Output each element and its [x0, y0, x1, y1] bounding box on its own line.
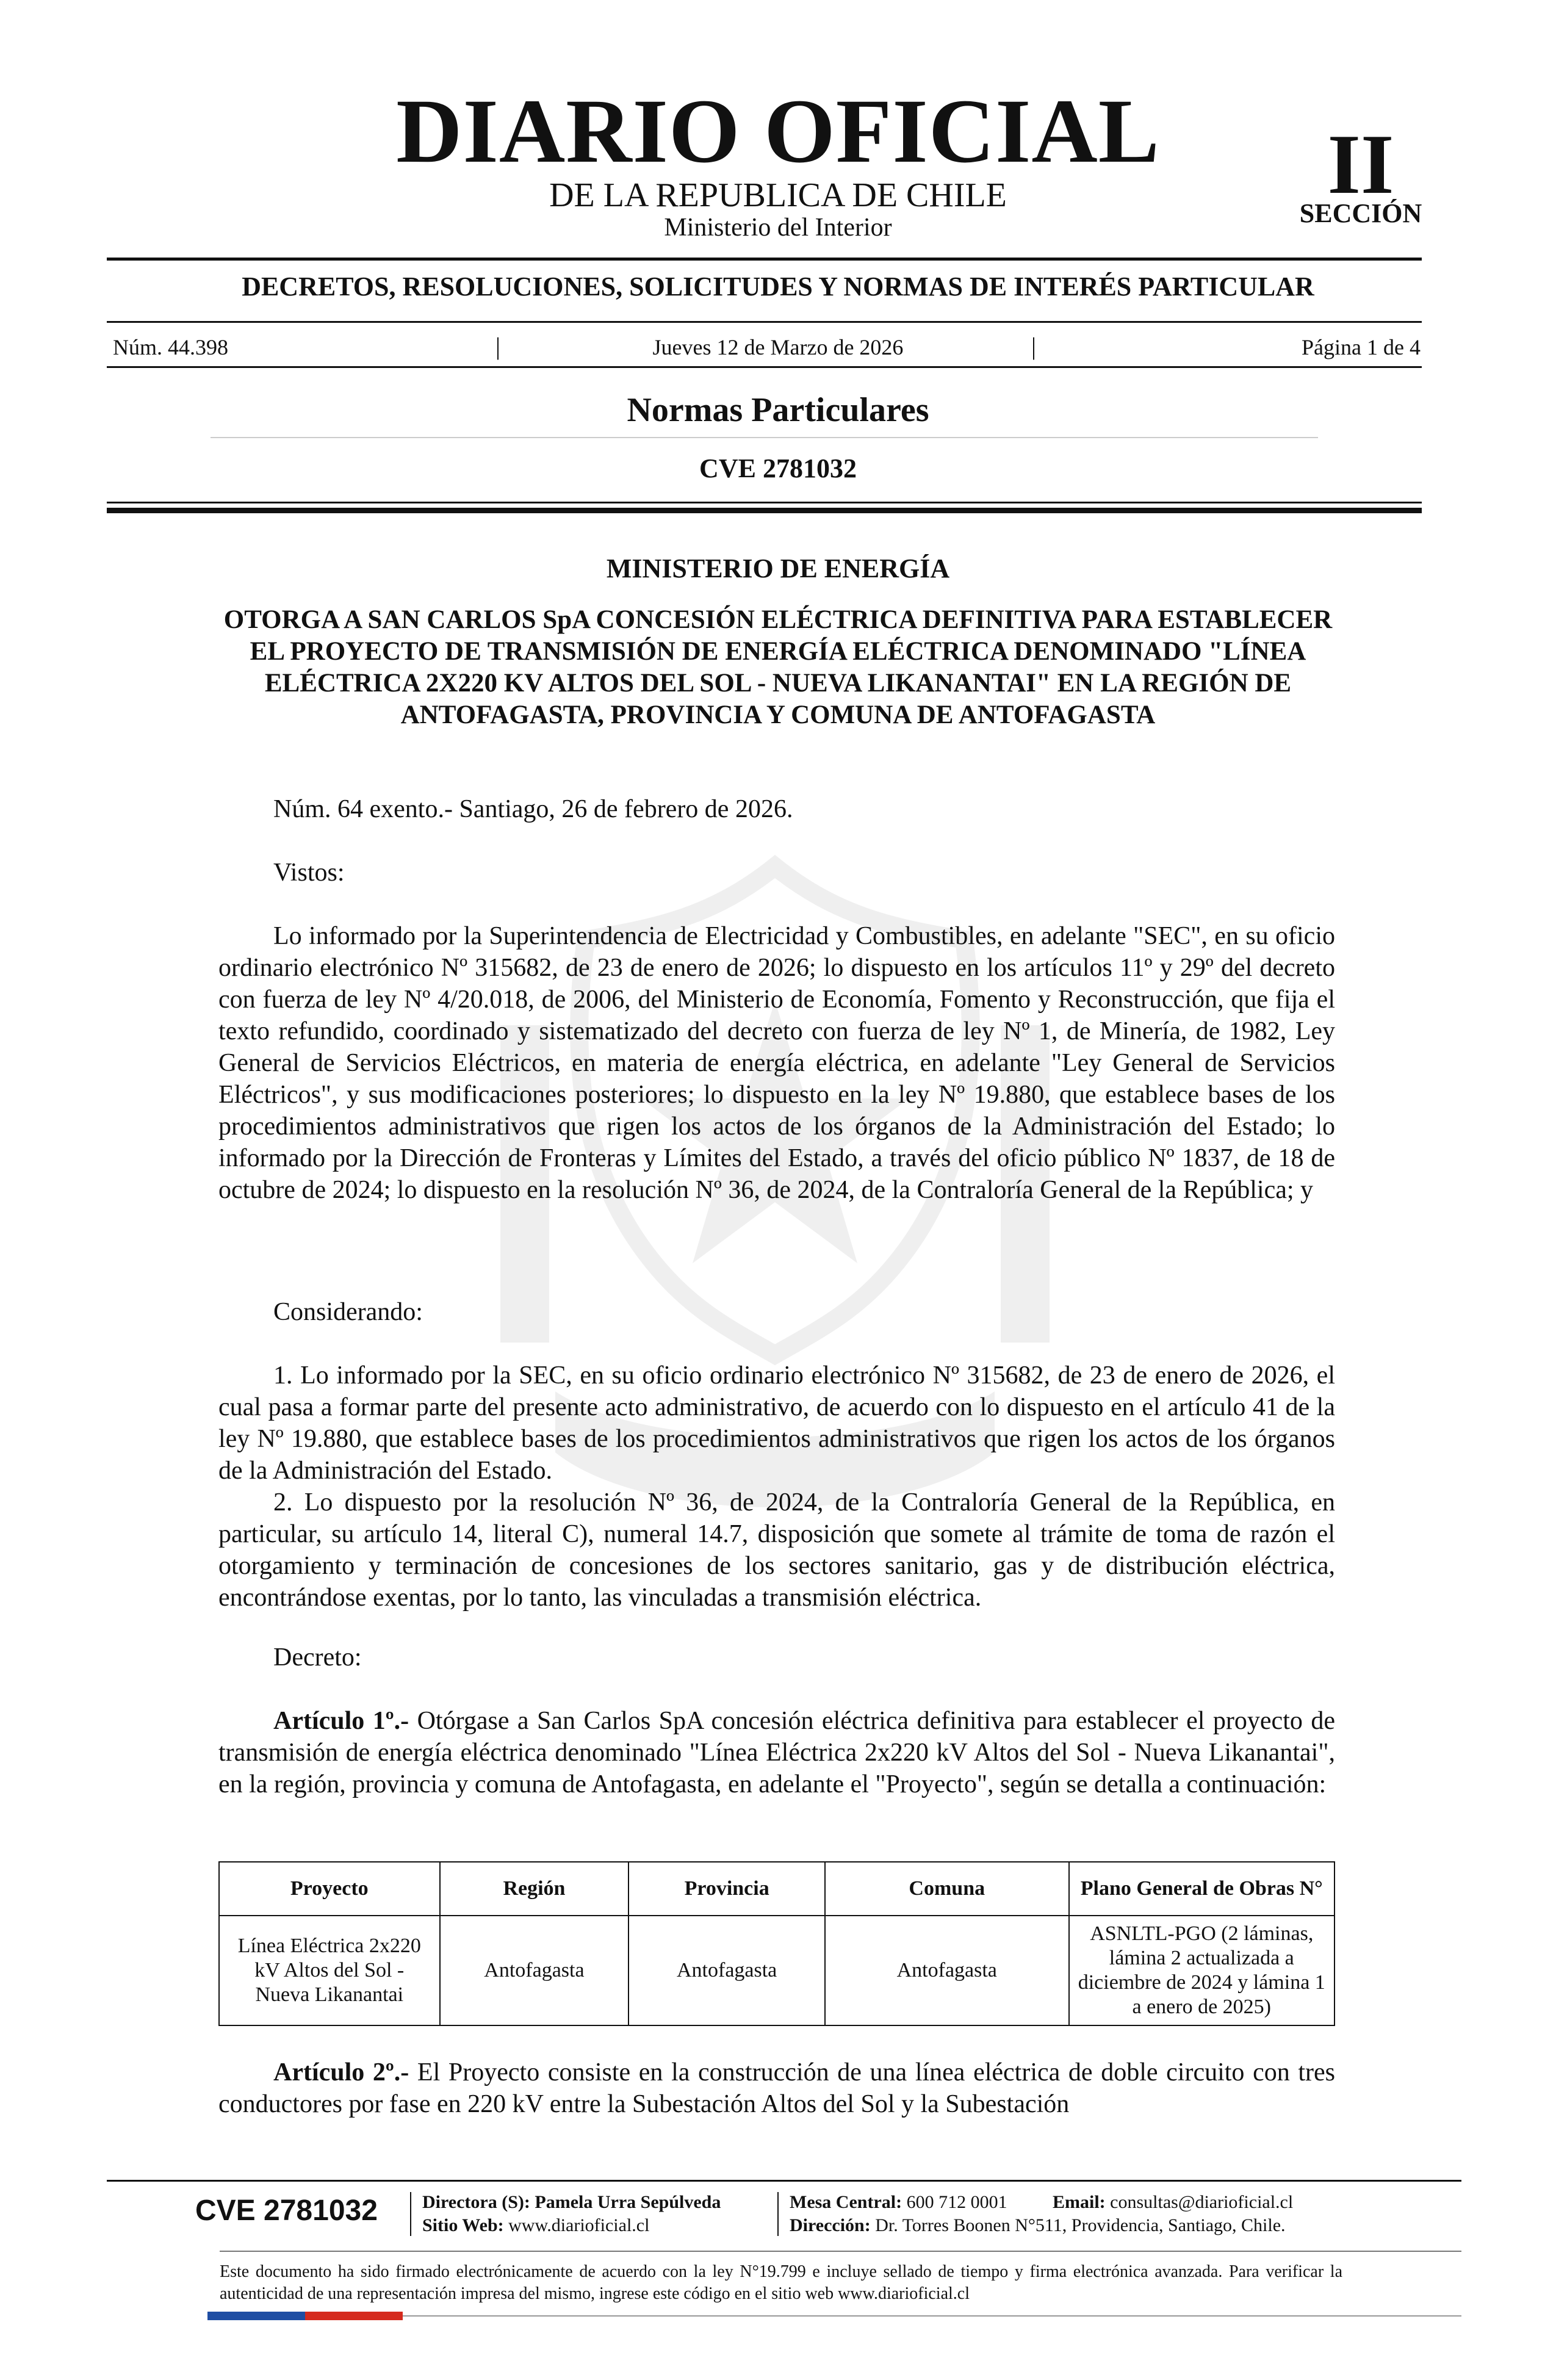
- footer-email-label: Email:: [1053, 2192, 1106, 2212]
- ministry-heading: MINISTERIO DE ENERGÍA: [606, 554, 950, 583]
- table-row: [219, 1916, 1334, 2025]
- issue-separator: |: [495, 333, 501, 360]
- table-cell-comuna: Antofagasta: [825, 1916, 1069, 2025]
- table-cell-plano: ASNLTL-PGO (2 láminas, lámina 2 actualizada a diciembre de 2024 y lámina 1 a enero de 2025): [1069, 1916, 1334, 2025]
- category-heading: DECRETOS, RESOLUCIONES, SOLICITUDES Y NORMAS DE INTERÉS PARTICULAR: [242, 272, 1314, 301]
- footer-web-link[interactable]: www.diarioficial.cl: [503, 2215, 650, 2235]
- table-header-region: Región: [440, 1862, 629, 1916]
- footer-rule-top: [107, 2180, 1461, 2182]
- flag-stripe-blue: [207, 2312, 305, 2320]
- footer-divider: [777, 2192, 779, 2236]
- vistos-paragraph: Lo informado por la Superintendencia de Electricidad y Combustibles, en adelante "SEC", en su oficio ordinario electrónico Nº 315682, de 23 de enero de 2026; lo dispuesto en los artículos 11º y 29º del decreto con fuerza de ley Nº 4/20.018, de 2006, del Ministerio de Economía, Fomento y Reconstrucción, que fija el texto refundido, coordinado y sistematizado del decreto con fuerza de ley Nº 1, de Minería, de 1982, Ley General de Servicios Eléctricos, en materia de energía eléctrica, en adelante "Ley General de Servicios Eléctricos", y sus modificaciones posteriores; lo dispuesto en la ley Nº 19.880, que establece bases de los procedimientos administrativos que rigen los actos de los órganos de la Administración del Estado; lo informado por la Dirección de Fronteras y Límites del Estado, a través del oficio público Nº 1837, de 18 de octubre de 2024; lo dispuesto en la resolución Nº 36, de 2024, de la Contraloría General de la República; y: [218, 922, 1335, 1204]
- flag-stripe-red: [305, 2312, 403, 2320]
- articulo-1-label: Artículo 1º.-: [273, 1707, 409, 1735]
- masthead-ministry: Ministerio del Interior: [664, 214, 892, 242]
- decree-number: Núm. 64 exento.- Santiago, 26 de febrero de 2026.: [273, 795, 793, 823]
- table-header-comuna: Comuna: [825, 1862, 1069, 1916]
- header-rule-top: [107, 258, 1422, 261]
- footer-phone-value: 600 712 0001: [902, 2192, 1007, 2212]
- footer-director-name: Pamela Urra Sepúlveda: [530, 2192, 721, 2212]
- norm-type-rule: [211, 437, 1318, 438]
- section-numeral: II: [1327, 117, 1394, 212]
- footer-website: [422, 2214, 649, 2237]
- issue-date: Jueves 12 de Marzo de 2026: [652, 335, 904, 359]
- footer-director: [422, 2191, 721, 2214]
- considerando-label: Considerando:: [273, 1298, 423, 1326]
- footer-email: [1053, 2191, 1293, 2214]
- footer-web-label: Sitio Web:: [422, 2215, 504, 2235]
- footer-rule-mid: [220, 2251, 1461, 2252]
- footer-phone: [790, 2191, 1007, 2214]
- footer-phone-label: Mesa Central:: [790, 2192, 902, 2212]
- masthead-subtitle: DE LA REPUBLICA DE CHILE: [549, 176, 1007, 214]
- table-cell-provincia: Antofagasta: [629, 1916, 825, 2025]
- header-rule-issue: [107, 366, 1422, 368]
- considerando-item-2: 2. Lo dispuesto por la resolución Nº 36, de 2024, de la Contraloría General de la República, en particular, su artículo 14, literal C), numeral 14.7, disposición que somete al trámite de toma de razón el otorgamiento y terminación de concesiones de los sectores sanitario, gas y de distribución eléctrica, encontrándose exentas, por lo tanto, las vinculadas a transmisión eléctrica.: [218, 1488, 1335, 1612]
- norm-type-heading: Normas Particulares: [627, 391, 929, 429]
- table-header-plano: Plano General de Obras N°: [1069, 1862, 1334, 1916]
- table-header-row: [219, 1862, 1334, 1916]
- table-cell-proyecto: Línea Eléctrica 2x220 kV Altos del Sol - Nueva Likanantai: [219, 1916, 440, 2025]
- footer-cve: CVE 2781032: [195, 2194, 378, 2227]
- footer-address: [790, 2214, 1286, 2237]
- considerando-item-1: 1. Lo informado por la SEC, en su oficio ordinario electrónico Nº 315682, de 23 de enero de 2026, el cual pasa a formar parte del presente acto administrativo, de acuerdo con lo dispuesto en el artículo 41 de la ley Nº 19.880, que establece bases de los procedimientos administrativos que rigen los actos de los órganos de la Administración del Estado.: [218, 1361, 1335, 1485]
- articulo-1: [218, 1705, 1335, 1800]
- articulo-2-label: Artículo 2º.-: [273, 2058, 409, 2086]
- footer-address-label: Dirección:: [790, 2215, 871, 2235]
- vistos-label: Vistos:: [273, 859, 345, 887]
- masthead-title: DIARIO OFICIAL: [396, 81, 1160, 182]
- resolution-title: OTORGA A SAN CARLOS SpA CONCESIÓN ELÉCTRICA DEFINITIVA PARA ESTABLECER EL PROYECTO DE TRANSMISIÓN DE ENERGÍA ELÉCTRICA DENOMINADO "LÍNEA ELÉCTRICA 2X220 KV ALTOS DEL SOL - NUEVA LIKANANTAI" EN LA REGIÓN DE ANTOFAGASTA, PROVINCIA Y COMUNA DE ANTOFAGASTA: [223, 605, 1333, 729]
- footer-director-label: Directora (S):: [422, 2192, 530, 2212]
- issue-number: Núm. 44.398: [113, 335, 228, 359]
- footer-divider: [410, 2192, 411, 2236]
- header-rule-mid: [107, 321, 1422, 323]
- footer-address-value: Dr. Torres Boonen N°511, Providencia, Santiago, Chile.: [870, 2215, 1286, 2235]
- cve-code: CVE 2781032: [699, 453, 857, 483]
- table-header-provincia: Provincia: [629, 1862, 825, 1916]
- cve-rule-thick: [107, 508, 1422, 513]
- table-header-proyecto: Proyecto: [219, 1862, 440, 1916]
- articulo-2-text: El Proyecto consiste en la construcción de una línea eléctrica de doble circuito con tres conductores por fase en 220 kV entre la Subestación Altos del Sol y la Subestación: [218, 2058, 1335, 2118]
- table-cell-region: Antofagasta: [440, 1916, 629, 2025]
- footer-legal-notice: Este documento ha sido firmado electrónicamente de acuerdo con la ley N°19.799 e incluye sellado de tiempo y firma electrónica avanzada. Para verificar la autenticidad de una representación impresa del mismo, ingrese este código en el sitio web www.diarioficial.cl: [220, 2262, 1342, 2303]
- concession-table: [218, 1861, 1335, 2026]
- section-word: SECCIÓN: [1299, 198, 1422, 228]
- cve-rule-thin: [107, 502, 1422, 503]
- decreto-label: Decreto:: [273, 1643, 362, 1671]
- articulo-1-text: Otórgase a San Carlos SpA concesión eléctrica definitiva para establecer el proyecto de transmisión de energía eléctrica denominado "Línea Eléctrica 2x220 kV Altos del Sol - Nueva Likanantai", en la región, provincia y comuna de Antofagasta, en adelante el "Proyecto", según se detalla a continuación:: [218, 1707, 1335, 1798]
- footer-rule-bottom: [403, 2315, 1461, 2317]
- issue-page: Página 1 de 4: [1302, 335, 1421, 359]
- articulo-2: [218, 2057, 1335, 2120]
- issue-separator: |: [1031, 333, 1037, 360]
- footer-email-link[interactable]: consultas@diarioficial.cl: [1105, 2192, 1294, 2212]
